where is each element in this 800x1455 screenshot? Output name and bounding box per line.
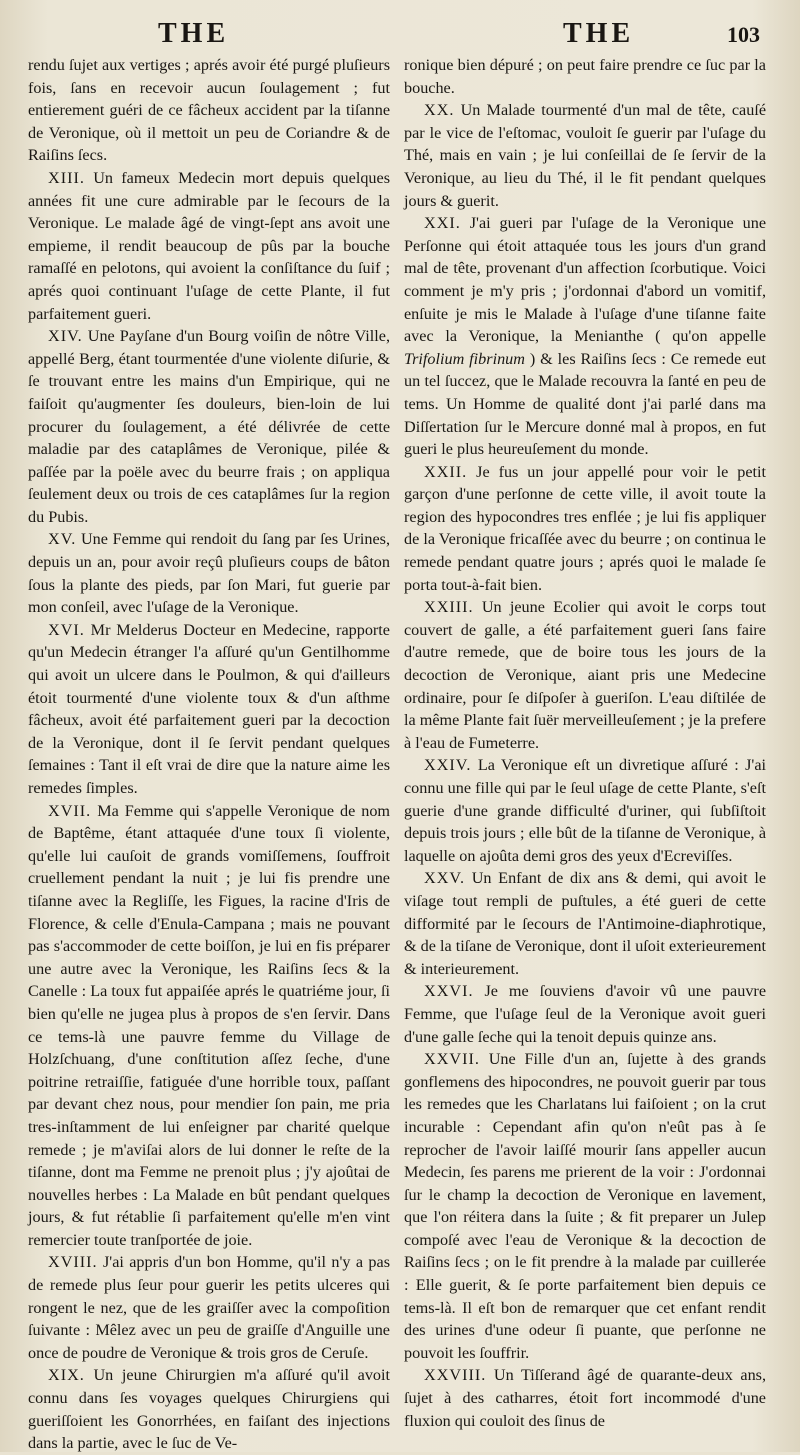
paragraph: XIX. Un jeune Chirurgien m'a aſſuré qu'il avoit connu dans ſes voyages quelques Chirurgiens qui gueriſſoient les Gonorrhées, en faiſant des injections dans la partie, avec le ſuc de Ve- <box>28 1366 390 1453</box>
paragraph-number: XIX. <box>48 1366 85 1385</box>
paragraph: XXVII. Une Fille d'un an, ſujette à des grands gonflemens des hipocondres, ne pouvoit guerir par tous les remedes que les Charlatans lui faiſoient ; on la crut incurable : Cependant afin qu'on n'eût pas à ſe reprocher de l'avoir laiſſé mourir ſans appeller aucun Medecin, ſes parens me prierent de la voir : J'ordonnai ſur le champ la decoction de Veronique en lavement, que l'on réitera dans la ſuite ; & fit preparer un Julep compoſé avec l'eau de Veronique & la decoction de Raiſins ſecs ; on le fit prendre à la malade par cuillerée : Elle guerit, & ſe porte parfaitement bien depuis ce tems-là. Il eſt bon de remarquer que cet enfant rendit des urines d'une odeur ſi puante, que perſonne ne pouvoit les ſouffrir. <box>404 1050 767 1362</box>
paragraph-number: XXVII. <box>424 1050 480 1069</box>
paragraph: XXIV. La Veronique eſt un divretique aſſuré : J'ai connu une fille qui par le ſeul uſage de cette Plante, s'eſt guerie d'une grande difficulté d'uriner, qui ſubſiſtoit depuis trois jours ; elle bût de la tiſanne de Veronique, à laquelle on ajoûta demi gros des yeux d'Ecreviſſes. <box>404 756 767 865</box>
paragraph: XIV. Une Payſane d'un Bourg voiſin de nôtre Ville, appellé Berg, étant tourmentée d'une violente diſurie, & ſe trouvant entre les mains d'un Empirique, qui ne faiſoit qu'augmenter ſes douleurs, bien-loin de lui procurer du ſoulagement, a été délivrée de cette maladie par des cataplâmes de Veronique, pilée & paſſée par la poële avec du beurre frais ; on appliqua ſeulement deux ou trois de ces cataplâmes ſur la region du Pubis. <box>28 327 391 526</box>
running-head-right: THE <box>563 18 635 49</box>
paragraph: XXVI. Je me ſouviens d'avoir vû une pauvre Femme, que l'uſage ſeul de la Veronique avoit gueri d'une galle ſeche qui la tenoit depuis quinze ans. <box>404 982 766 1046</box>
right-column <box>404 54 766 1455</box>
paragraph: XVIII. J'ai appris d'un bon Homme, qu'il n'y a pas de remede plus ſeur pour guerir les petits ulceres qui rongent le nez, que de les graiſſer avec la compoſition ſuivante : Mêlez avec un peu de graiſſe d'Anguille une once de poudre de Veronique & trois gros de Ceruſe. <box>28 1253 391 1362</box>
paragraph: XX. Un Malade tourmenté d'un mal de tête, cauſé par le vice de l'eſtomac, vouloit ſe guerir par l'uſage du Thé, mais en vain ; je lui conſeillai de ſe ſervir de la Veronique, au lieu du Thé, il le fit pendant quelques jours & guerit. <box>404 101 767 210</box>
paragraph: XVII. Ma Femme qui s'appelle Veronique de nom de Baptême, étant attaquée d'une toux ſi violente, qu'elle lui cauſoit de grands vomiſſemens, ſouffroit cruellement pendant la nuit ; je lui fis prendre une tiſanne avec la Regliſſe, les Figues, la racine d'Iris de Florence, & celle d'Enula-Campana ; mais ne pouvant pas s'accommoder de cette boiſſon, je lui en fis préparer une autre avec la Veronique, les Raiſins ſecs & la Canelle : La toux fut appaiſée aprés le quatriéme jour, ſi bien qu'elle ne jugea plus à propos de s'en ſervir. Dans ce tems-là une pauvre femme du Village de Holzſchuang, d'une conſtitution aſſez ſeche, d'une poitrine retraiſſie, fatiguée d'une horrible toux, paſſant par devant chez nous, pour mendier ſon pain, me pria tres-inſtamment de lui enſeigner par charité quelque remede ; je m'aviſai alors de lui donner le reſte de la tiſanne, dont ma Femme ne prenoit plus ; j'y ajoûtai de nouvelles herbes : La Malade en bût pendant quelques jours, & fut rétablie ſi parfaitement qu'elle m'en vint remercier toute tranſportée de joie. <box>28 801 391 1249</box>
left-column <box>28 54 390 1455</box>
paragraph-number: XXV. <box>424 869 466 888</box>
paragraph-number: XX. <box>424 101 455 120</box>
paragraph-number: XXII. <box>424 462 468 481</box>
text-columns <box>28 54 766 1455</box>
paragraph-number: XVII. <box>48 801 92 820</box>
page-number: 103 <box>727 22 760 47</box>
running-head-left: THE <box>158 18 230 49</box>
paragraph-number: XVI. <box>48 620 85 639</box>
paragraph: rendu ſujet aux vertiges ; aprés avoir été purgé pluſieurs fois, ſans en recevoir aucun ſoulagement ; fut entierement guéri de ce fâcheux accident par la tiſanne de Veronique, où il mettoit un peu de Coriandre & de Raiſins ſecs. <box>28 56 390 165</box>
paragraph-number: XVIII. <box>48 1253 98 1272</box>
paragraph-number: XV. <box>48 530 77 549</box>
paragraph-number: XXIV. <box>424 756 472 775</box>
paragraph: XXV. Un Enfant de dix ans & demi, qui avoit le viſage tout rempli de puſtules, a été gueri de cette difformité par le ſecours de l'Antimoine-diaphrotique, & de la tiſane de Veronique, dont il uſoit exterieurement & interieurement. <box>404 869 767 978</box>
paragraph: ronique bien dépuré ; on peut faire prendre ce ſuc par la bouche. <box>404 56 766 97</box>
paragraph-number: XXI. <box>424 214 461 233</box>
page-header <box>28 14 766 54</box>
paragraph: XXII. Je fus un jour appellé pour voir le petit garçon d'une perſonne de cette ville, il avoit toute la region des hypocondres tres enflée ; je lui fis appliquer de la Veronique fricaſſée avec du beurre ; on continua le remede pendant quatre jours ; aprés quoi le malade ſe porta tout-à-fait bien. <box>404 462 767 594</box>
paragraph: XXI. J'ai gueri par l'uſage de la Veronique une Perſonne qui étoit attaquée tous les jours d'un grand mal de tête, provenant d'un affection ſcorbutique. Voici comment je m'y pris ; j'ordonnai d'abord un vomitif, enſuite je mis le Malade à l'uſage d'une tiſanne faite avec la Veronique, la Menianthe ( qu'on appelle Trifolium fibrinum ) & les Raiſins ſecs : Ce remede eut un tel ſuccez, que le Malade recouvra la ſanté en peu de tems. Un Homme de qualité dont j'ai parlé dans ma Diſſertation ſur le Mercure donné mal à propos, en fut gueri le plus heureuſement du monde. <box>404 214 766 459</box>
paragraph-number: XIV. <box>48 327 83 346</box>
paragraph: XV. Une Femme qui rendoit du ſang par ſes Urines, depuis un an, pour avoir reçû pluſieurs coups de bâton ſous la plante des pieds, par ſon Mari, fut guerie par mon conſeil, avec l'uſage de la Veronique. <box>28 530 390 617</box>
paragraph: XIII. Un fameux Medecin mort depuis quelques années fit une cure admirable par le ſecours de la Veronique. Le malade âgé de vingt-ſept ans avoit une empieme, il rendit beaucoup de pûs par la bouche ramaſſé en pelotons, qui avoient la conſiſtance du ſuif ; aprés quoi continuant l'uſage de cette Plante, il fut parfaitement gueri. <box>28 168 390 323</box>
latin-term: Trifolium fibrinum <box>404 349 525 368</box>
paragraph-number: XXVIII. <box>424 1366 487 1385</box>
paragraph: XXIII. Un jeune Ecolier qui avoit le corps tout couvert de galle, a été parfaitement gueri ſans faire d'autre remede, que de boire tous les jours de la decoction de Veronique, aiant pris une Medecine ordinaire, pour ſe diſpoſer à gueriſon. L'eau diſtilée de la même Plante fait ſuër merveilleuſement ; je la prefere à l'eau de Fumeterre. <box>404 598 766 752</box>
paragraph-number: XIII. <box>48 168 85 187</box>
paragraph-number: XXVI. <box>424 982 474 1001</box>
paragraph: XVI. Mr Melderus Docteur en Medecine, rapporte qu'un Medecin étranger l'a aſſuré qu'un Gentilhomme qui avoit un ulcere dans le Poulmon, & qui d'ailleurs étoit tourmenté d'une violente toux & d'un aſthme fâcheux, avoit été parfaitement gueri par la decoction de la Veronique, dont il ſe ſervit pendant quelques ſemaines : Tant il eſt vrai de dire que la nature aime les remedes ſimples. <box>28 620 390 797</box>
paragraph-number: XXIII. <box>424 598 474 617</box>
paragraph: XXVIII. Un Tiſſerand âgé de quarante-deux ans, ſujet à des catharres, étoit fort incommodé d'une fluxion qui couloit des ſinus de <box>404 1366 767 1430</box>
